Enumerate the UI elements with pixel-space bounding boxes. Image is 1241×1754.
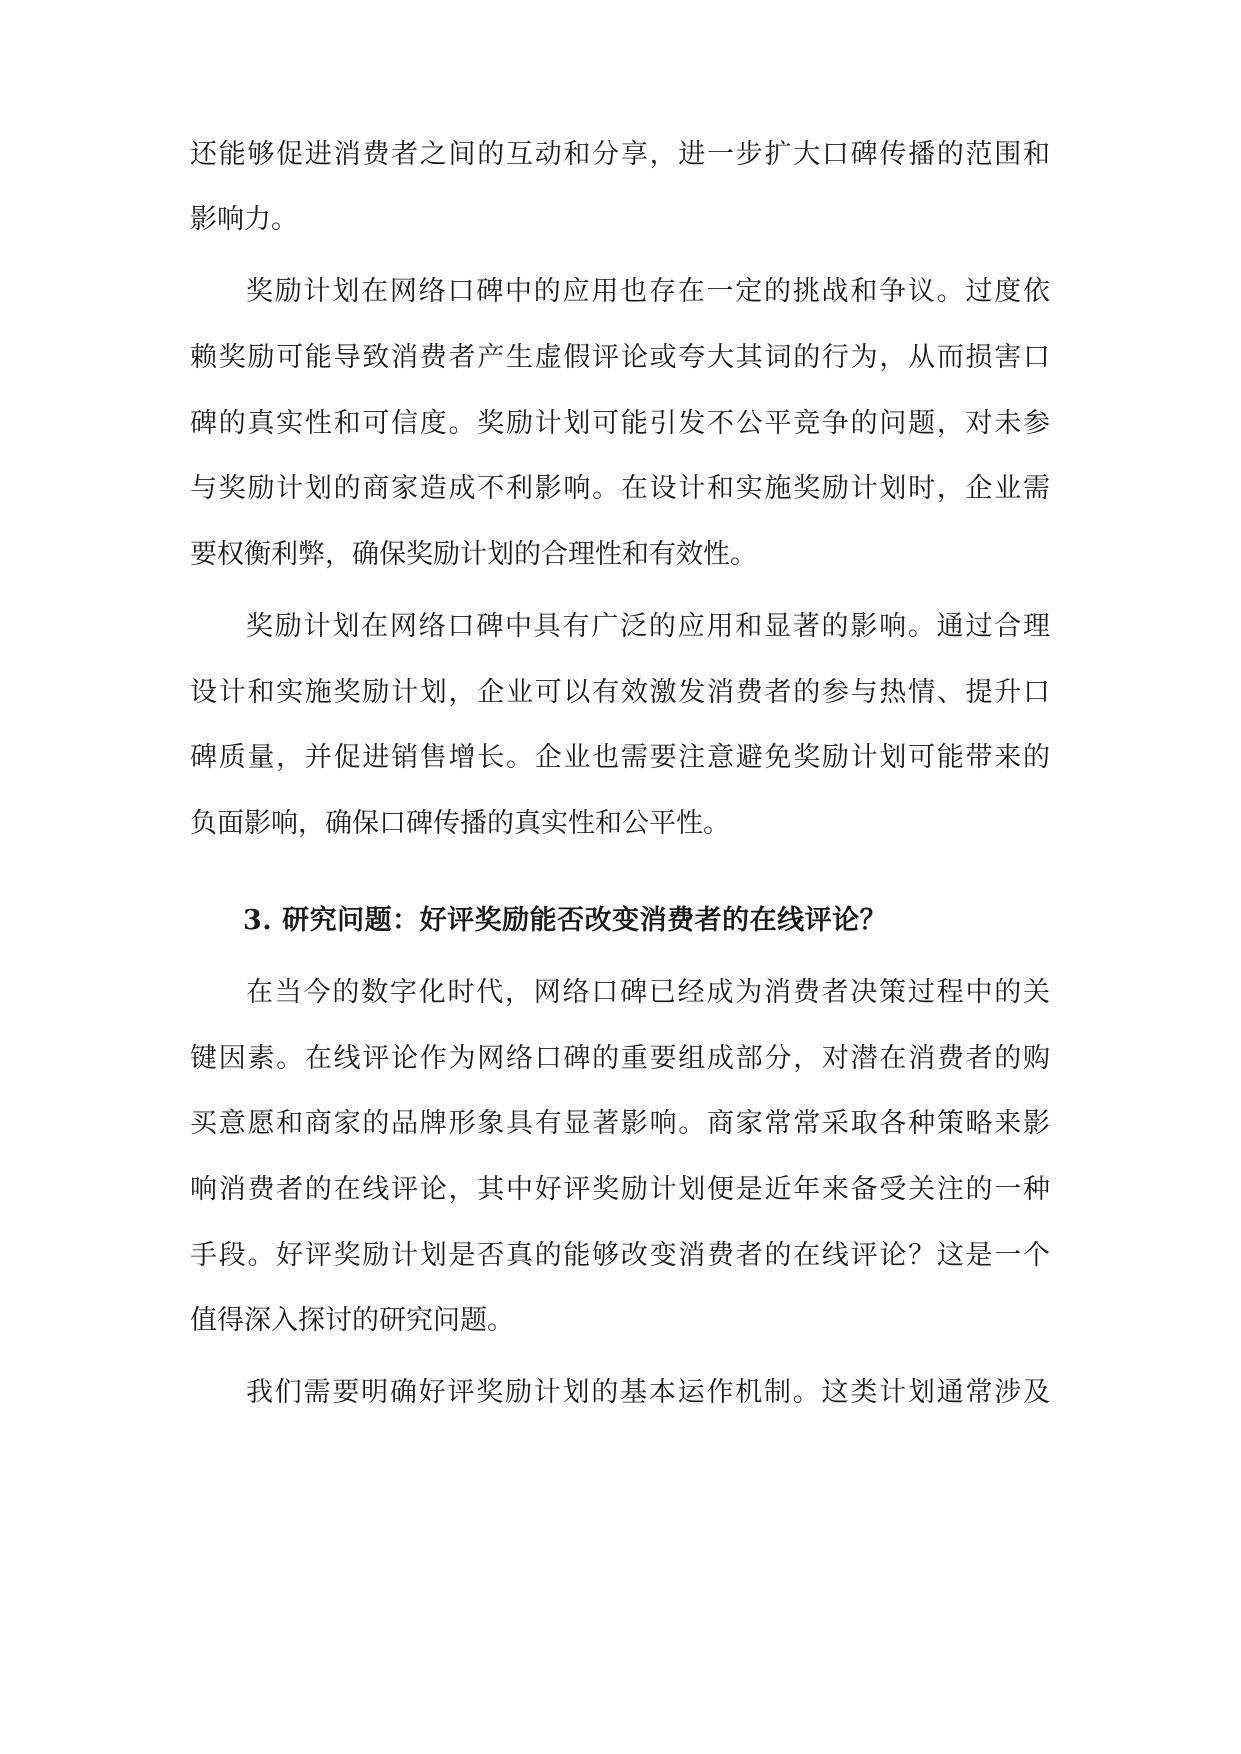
- text-line: 奖励计划在网络口碑中具有广泛的应用和显著的影响。通过合理: [246, 611, 1050, 642]
- text-line: 还能够促进消费者之间的互动和分享，进一步扩大口碑传播的范围和: [190, 139, 1050, 170]
- text-line: 碑质量，并促进销售增长。企业也需要注意避免奖励计划可能带来的: [190, 742, 1050, 773]
- text-line: 设计和实施奖励计划，企业可以有效激发消费者的参与热情、提升口: [190, 677, 1050, 708]
- text-line: 键因素。在线评论作为网络口碑的重要组成部分，对潜在消费者的购: [190, 1043, 1050, 1074]
- text-line: 与奖励计划的商家造成不利影响。在设计和实施奖励计划时，企业需: [190, 473, 1050, 504]
- text-line: 手段。好评奖励计划是否真的能够改变消费者的在线评论？这是一个: [190, 1240, 1050, 1271]
- text-line: 赖奖励可能导致消费者产生虚假评论或夸大其词的行为，从而损害口: [190, 342, 1050, 373]
- text-line: 碑的真实性和可信度。奖励计划可能引发不公平竞争的问题，对未参: [190, 408, 1050, 439]
- text-line: 在当今的数字化时代，网络口碑已经成为消费者决策过程中的关: [246, 977, 1050, 1008]
- text-line: 影响力。: [190, 204, 298, 235]
- text-line: 值得深入探讨的研究问题。: [190, 1305, 514, 1336]
- text-line: 负面影响，确保口碑传播的真实性和公平性。: [190, 808, 730, 839]
- text-line: 要权衡利弊，确保奖励计划的合理性和有效性。: [190, 539, 757, 570]
- text-line: 响消费者的在线评论，其中好评奖励计划便是近年来备受关注的一种: [190, 1174, 1050, 1205]
- section-heading: 3. 研究问题：好评奖励能否改变消费者的在线评论？: [243, 905, 888, 936]
- text-line: 我们需要明确好评奖励计划的基本运作机制。这类计划通常涉及: [246, 1377, 1050, 1408]
- text-line: 买意愿和商家的品牌形象具有显著影响。商家常常采取各种策略来影: [190, 1108, 1050, 1139]
- text-line: 奖励计划在网络口碑中的应用也存在一定的挑战和争议。过度依: [246, 276, 1050, 307]
